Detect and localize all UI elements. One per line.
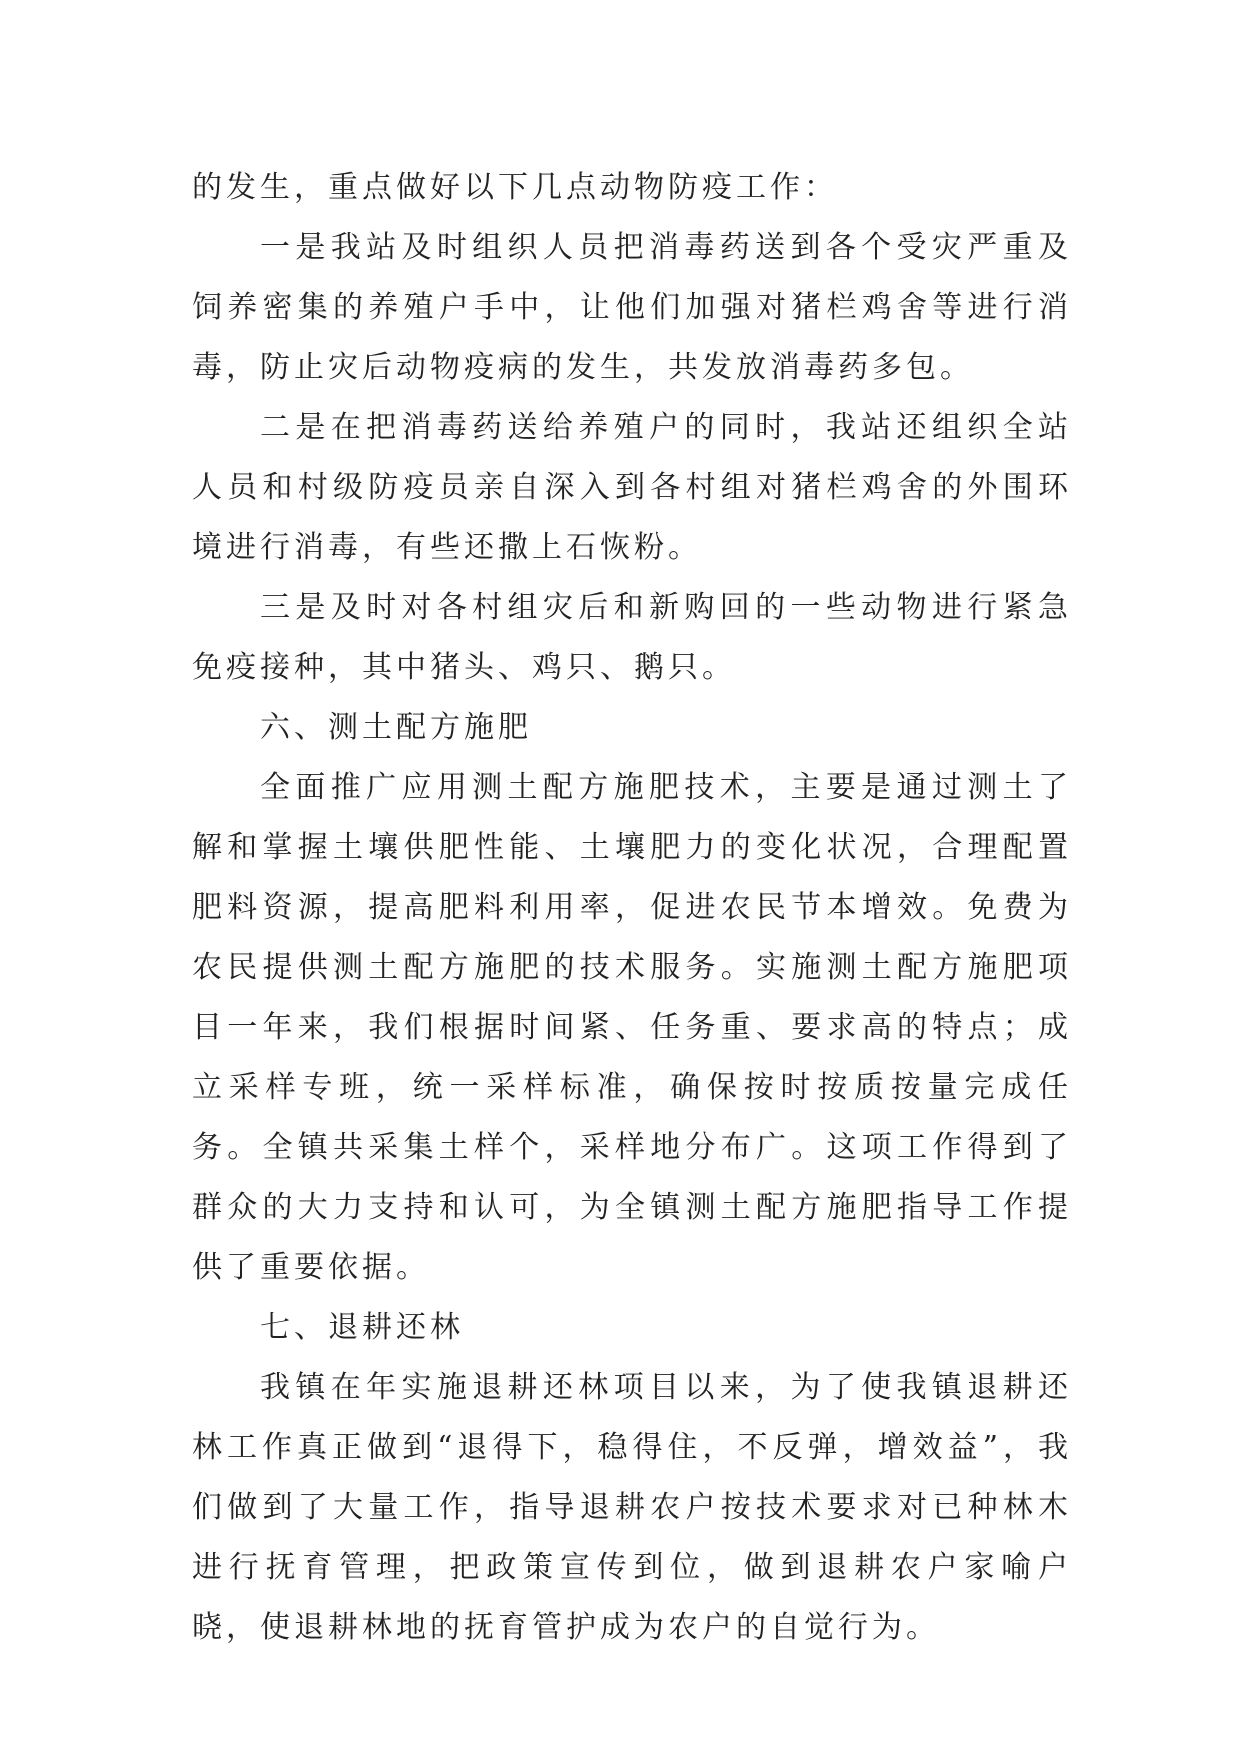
document-body xyxy=(192,158,1072,1658)
paragraph-intro-continuation: 的发生，重点做好以下几点动物防疫工作： xyxy=(192,170,838,205)
section-heading-six: 六、测土配方施肥 xyxy=(260,710,532,745)
paragraph-point-one: 一是我站及时组织人员把消毒药送到各个受灾严重及饲养密集的养殖户手中，让他们加强对猪栏鸡舍等进行消毒，防止灾后动物疫病的发生，共发放消毒药多包。 xyxy=(192,230,1072,385)
paragraph-soil-testing: 全面推广应用测土配方施肥技术，主要是通过测土了解和掌握土壤供肥性能、土壤肥力的变化状况，合理配置肥料资源，提高肥料利用率，促进农民节本增效。免费为农民提供测土配方施肥的技术服务。实施测土配方施肥项目一年来，我们根据时间紧、任务重、要求高的特点；成立采样专班，统一采样标准，确保按时按质按量完成任务。全镇共采集土样个，采样地分布广。这项工作得到了群众的大力支持和认可，为全镇测土配方施肥指导工作提供了重要依据。 xyxy=(192,770,1072,1285)
section-heading-seven: 七、退耕还林 xyxy=(260,1310,464,1345)
paragraph-point-three: 三是及时对各村组灾后和新购回的一些动物进行紧急免疫接种，其中猪头、鸡只、鹅只。 xyxy=(192,590,1072,685)
paragraph-reforestation: 我镇在年实施退耕还林项目以来，为了使我镇退耕还林工作真正做到“退得下，稳得住，不反弹，增效益”，我们做到了大量工作，指导退耕农户按技术要求对已种林木进行抚育管理，把政策宣传到位，做到退耕农户家喻户晓，使退耕林地的抚育管护成为农户的自觉行为。 xyxy=(192,1370,1072,1645)
paragraph-point-two: 二是在把消毒药送给养殖户的同时，我站还组织全站人员和村级防疫员亲自深入到各村组对猪栏鸡舍的外围环境进行消毒，有些还撒上石恢粉。 xyxy=(192,410,1072,565)
